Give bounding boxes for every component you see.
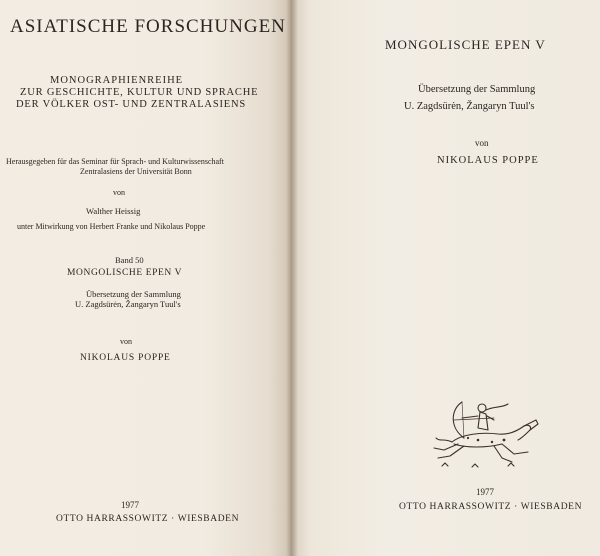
series-subtitle-1: MONOGRAPHIENREIHE — [50, 75, 184, 86]
series-subtitle-3: DER VÖLKER OST- UND ZENTRALASIENS — [16, 99, 246, 110]
right-year: 1977 — [476, 487, 494, 497]
left-subtitle-2: U. Zagdsürėn, Žangaryn Tuul's — [75, 299, 181, 309]
editor-name: Walther Heissig — [86, 206, 141, 216]
right-book-title: MONGOLISCHE EPEN V — [385, 37, 546, 52]
issuer-line-1: Herausgegeben für das Seminar für Sprach- und Kulturwissenschaft — [6, 157, 224, 166]
series-subtitle-2: ZUR GESCHICHTE, KULTUR UND SPRACHE — [20, 87, 259, 98]
right-author: NIKOLAUS POPPE — [437, 155, 539, 166]
right-subtitle-2: U. Zagdsürėn, Žangaryn Tuul's — [404, 101, 535, 112]
horse-archer-emblem-icon — [432, 398, 542, 470]
von-label-1: von — [113, 188, 125, 197]
left-book-title: MONGOLISCHE EPEN V — [67, 268, 183, 278]
right-von-label: von — [475, 138, 489, 148]
right-publisher: OTTO HARRASSOWITZ · WIESBADEN — [399, 502, 583, 512]
left-year: 1977 — [121, 500, 139, 510]
band-number: Band 50 — [115, 255, 144, 265]
book-gutter — [286, 0, 298, 556]
left-author: NIKOLAUS POPPE — [80, 353, 171, 363]
left-subtitle-1: Übersetzung der Sammlung — [86, 289, 181, 299]
issuer-line-2: Zentralasiens der Universität Bonn — [80, 167, 192, 176]
von-label-2: von — [120, 337, 132, 346]
coeditors-line: unter Mitwirkung von Herbert Franke und Nikolaus Poppe — [17, 222, 206, 231]
series-title: ASIATISCHE FORSCHUNGEN — [10, 16, 286, 37]
right-subtitle-1: Übersetzung der Sammlung — [418, 84, 536, 95]
left-publisher: OTTO HARRASSOWITZ · WIESBADEN — [56, 514, 240, 524]
